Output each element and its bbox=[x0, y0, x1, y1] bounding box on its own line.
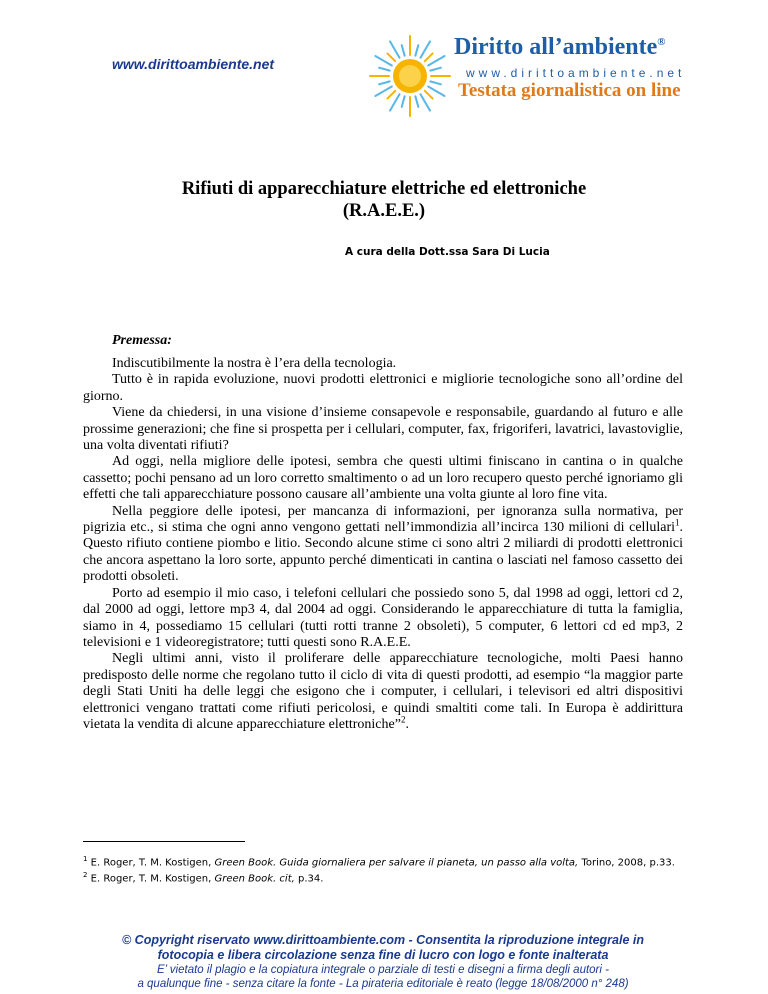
footnote-work: Green Book. cit, bbox=[214, 873, 295, 885]
sun-ray bbox=[402, 96, 405, 107]
sun-ray bbox=[428, 56, 444, 66]
paragraph-text: Nella peggiore delle ipotesi, per mancanza di informazioni, per ignoranza sulla normativa, per pigrizia etc., si stima che ogni anno vengono gettati nell’immondizia all’incirca 130 milioni di cellulari bbox=[83, 503, 683, 536]
sun-ray bbox=[387, 91, 395, 99]
title-line-1: Rifiuti di apparecchiature elettriche ed elettroniche bbox=[181, 179, 587, 199]
paragraph-text: . Questo rifiuto contiene piombo e litio. Secondo alcune stime ci sono altri 2 miliardi di prodotti elettronici che ancora aspettano la loro sorte, appunto perché dimenticati in cantina o lasciati nel famoso cassetto dei prodotti obsoleti. bbox=[83, 520, 683, 585]
sun-ray bbox=[390, 41, 400, 57]
paragraph-text: . bbox=[405, 716, 409, 732]
sun-ray bbox=[430, 68, 441, 71]
footnote bbox=[83, 853, 683, 869]
sun-ray bbox=[387, 53, 395, 61]
author-credit: A cura della Dott.ssa Sara Di Lucia bbox=[345, 246, 550, 258]
footnote-number: 2 bbox=[83, 871, 88, 880]
footnote-number: 1 bbox=[83, 855, 88, 863]
paragraph: Ad oggi, nella migliore delle ipotesi, sembra che questi ultimi finiscano in cantina o in qualche cassetto; pochi pensano ad un loro corretto smaltimento o ad un loro recupero questo perché ignoriamo gli effetti che tali apparecchiature possono causare all’ambiente una volta giunte al loro fine vita. bbox=[83, 454, 683, 503]
sun-ray bbox=[425, 53, 433, 61]
sun-ray bbox=[402, 45, 405, 56]
logo-tagline: Testata giornalistica on line bbox=[458, 80, 681, 101]
sun-ray bbox=[421, 94, 431, 110]
footnote bbox=[83, 869, 683, 885]
sun-ray bbox=[430, 81, 441, 84]
copyright-line: E’ vietato il plagio e la copiatura integrale o parziale di testi e disegni a firma degli autori - bbox=[157, 964, 609, 976]
footnote-details: Torino, 2008, p.33. bbox=[581, 857, 675, 869]
sun-ray bbox=[390, 94, 400, 110]
site-logo bbox=[366, 30, 716, 120]
sun-ray bbox=[421, 41, 431, 57]
footnote-authors: E. Roger, T. M. Kostigen, bbox=[90, 857, 212, 869]
paragraph: Indiscutibilmente la nostra è l’era della tecnologia. bbox=[112, 356, 397, 371]
header-site-url[interactable]: www.dirittoambiente.net bbox=[112, 56, 275, 72]
footnotes bbox=[83, 853, 683, 886]
registered-mark: ® bbox=[657, 36, 666, 48]
title-line-2: (R.A.E.E.) bbox=[342, 201, 426, 221]
footnote-divider bbox=[83, 841, 245, 842]
footnote-ref[interactable]: 1 bbox=[675, 517, 680, 528]
sun-ray bbox=[379, 81, 390, 84]
copyright-notice bbox=[83, 933, 683, 991]
copyright-line: © Copyright riservato www.dirittoambiente.com - Consentita la riproduzione integrale in bbox=[121, 933, 644, 947]
footnote-ref[interactable]: 2 bbox=[400, 714, 406, 725]
sun-ray bbox=[428, 87, 444, 97]
document-title bbox=[0, 178, 768, 222]
logo-title-text: Diritto all’ambiente bbox=[454, 34, 658, 60]
section-heading: Premessa: bbox=[112, 333, 172, 348]
copyright-line: fotocopia e libera circolazione senza fine di lucro con logo e fonte inalterata bbox=[157, 948, 609, 962]
footnote-work: Green Book. Guida giornaliera per salvare il pianeta, un passo alla volta, bbox=[214, 857, 579, 869]
logo-url: www.dirittoambiente.net bbox=[466, 66, 686, 80]
body-text bbox=[83, 356, 683, 733]
paragraph: Tutto è in rapida evoluzione, nuovi prodotti elettronici e migliorie tecnologiche sono all’ordine del giorno. bbox=[83, 372, 683, 404]
paragraph-text: Negli ultimi anni, visto il proliferare delle apparecchiature tecnologiche, molti Paesi hanno predisposto delle norme che regolano tutto il ciclo di vita di questi prodotti, ad esempio “la maggior parte degli Stati Uniti ha delle leggi che esigono che i computer, i cellulari, i televisori ed altri dispositivi elettronici vengano trattati come rifiuti pericolosi, e quindi smaltiti come tali. In Europa è addirittura vietata la vendita di alcune apparecchiature elettroniche” bbox=[83, 651, 683, 732]
sun-ray bbox=[379, 68, 390, 71]
sun-ray bbox=[375, 56, 391, 66]
footnote-authors: E. Roger, T. M. Kostigen, bbox=[90, 873, 212, 885]
sun-logo-icon bbox=[366, 30, 456, 120]
sun-ray bbox=[415, 96, 418, 107]
paragraph bbox=[83, 504, 683, 586]
logo-title bbox=[454, 34, 666, 61]
paragraph: Viene da chiedersi, in una visione d’insieme consapevole e responsabile, guardando al futuro e alle prossime generazioni; che fine si prospetta per i cellulari, computer, fax, frigoriferi, lavatrici, lavastoviglie, una volta diventati rifiuti? bbox=[83, 405, 683, 454]
paragraph: Porto ad esempio il mio caso, i telefoni cellulari che possiedo sono 5, dal 1998 ad oggi, lettori cd 2, dal 2000 ad oggi, lettore mp3 4, dal 2004 ad oggi. Considerando le apparecchiature di tutta la famiglia, siamo in 4, possediamo 15 cellulari (tutti rotti tranne 2 obsoleti), 5 computer, 6 lettori cd ed mp3, 2 televisioni e 1 videoregistratore; tutti questi sono R.A.E.E. bbox=[83, 585, 683, 650]
footnote-details: p.34. bbox=[297, 873, 324, 885]
copyright-line: a qualunque fine - senza citare la fonte - La pirateria editoriale è reato (legge 18/08/2000 n° 248) bbox=[137, 978, 629, 990]
paragraph bbox=[83, 651, 683, 733]
sun-ray bbox=[425, 91, 433, 99]
sun-ray bbox=[415, 45, 418, 56]
sun-ray bbox=[375, 87, 391, 97]
